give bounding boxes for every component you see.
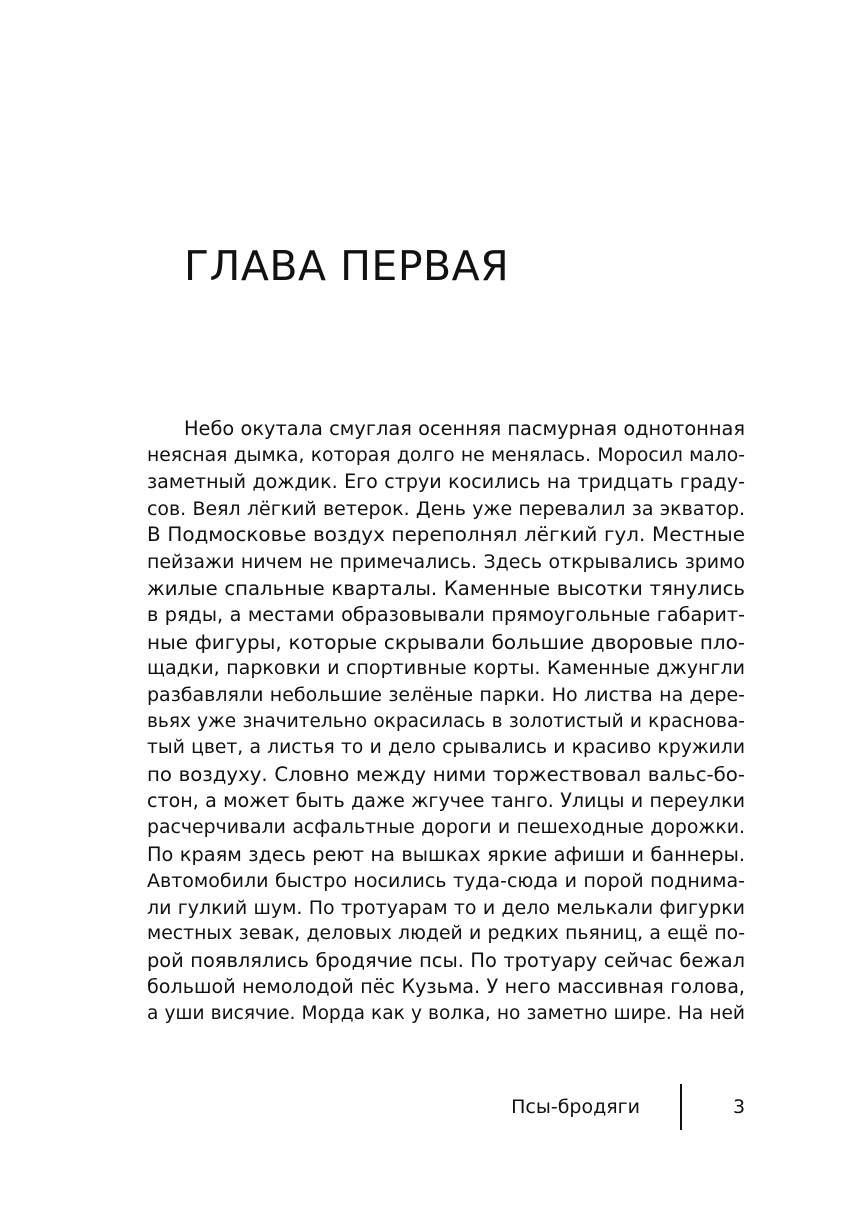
text-line: В Подмосковье воздух переполнял лёгкий гул. Местные [147, 523, 745, 547]
body-text [147, 416, 745, 1028]
text-line: тый цвет, а листья то и дело срывались и красиво кружили [147, 737, 745, 759]
running-title: Псы-бродяги [511, 1096, 640, 1118]
text-line: жилые спальные кварталы. Каменные высотки тянулись [147, 576, 745, 600]
text-line: стон, а может быть даже жгучее танго. Улицы и переулки [147, 789, 745, 813]
page-number: 3 [733, 1096, 746, 1118]
text-line: Небо окутала смуглая осенняя пасмурная однотонная [184, 417, 745, 440]
text-line: по воздуху. Словно между ними торжествовал вальс-бо- [147, 762, 745, 786]
text-line: рой появлялись бродячие псы. По тротуару сейчас бежал [147, 948, 745, 972]
text-line: а уши висячие. Морда как у волка, но заметно шире. На ней [147, 1003, 745, 1025]
text-line: местных зевак, деловых людей и редких пьяниц, а ещё по- [147, 923, 745, 945]
text-line: щадки, парковки и спортивные корты. Каменные джунгли [147, 657, 745, 680]
text-line: расчерчивали асфальтные дороги и пешеходные дорожки. [147, 816, 745, 838]
footer-divider [680, 1084, 682, 1130]
text-line: Автомобили быстро носились туда-сюда и порой поднима- [147, 870, 745, 893]
text-line: большой немолодой пёс Кузьма. У него массивная голова, [147, 975, 745, 999]
text-line: неясная дымка, которая долго не менялась. Моросил мало- [147, 444, 745, 466]
text-line: заметный дождик. Его струи косились на тридцать граду- [147, 470, 745, 494]
text-line: пейзажи ничем не примечались. Здесь открывались зримо [147, 550, 745, 573]
text-line: ные фигуры, которые скрывали большие дворовые пло- [147, 629, 745, 654]
text-line: По краям здесь реют на вышках яркие афиши и баннеры. [147, 842, 745, 866]
text-line: ли гулкий шум. По тротуарам то и дело мелькали фигурки [147, 896, 745, 919]
text-line: вьях уже значительно окрасилась в золотистый и краснова- [147, 710, 745, 732]
chapter-title: ГЛАВА ПЕРВАЯ [184, 242, 510, 290]
text-line: в ряды, а местами образовывали прямоугольные габарит- [147, 603, 745, 627]
text-line: сов. Веял лёгкий ветерок. День уже перевалил за экватор. [147, 497, 745, 520]
text-line: разбавляли небольшие зелёные парки. Но листва на дере- [147, 683, 745, 706]
